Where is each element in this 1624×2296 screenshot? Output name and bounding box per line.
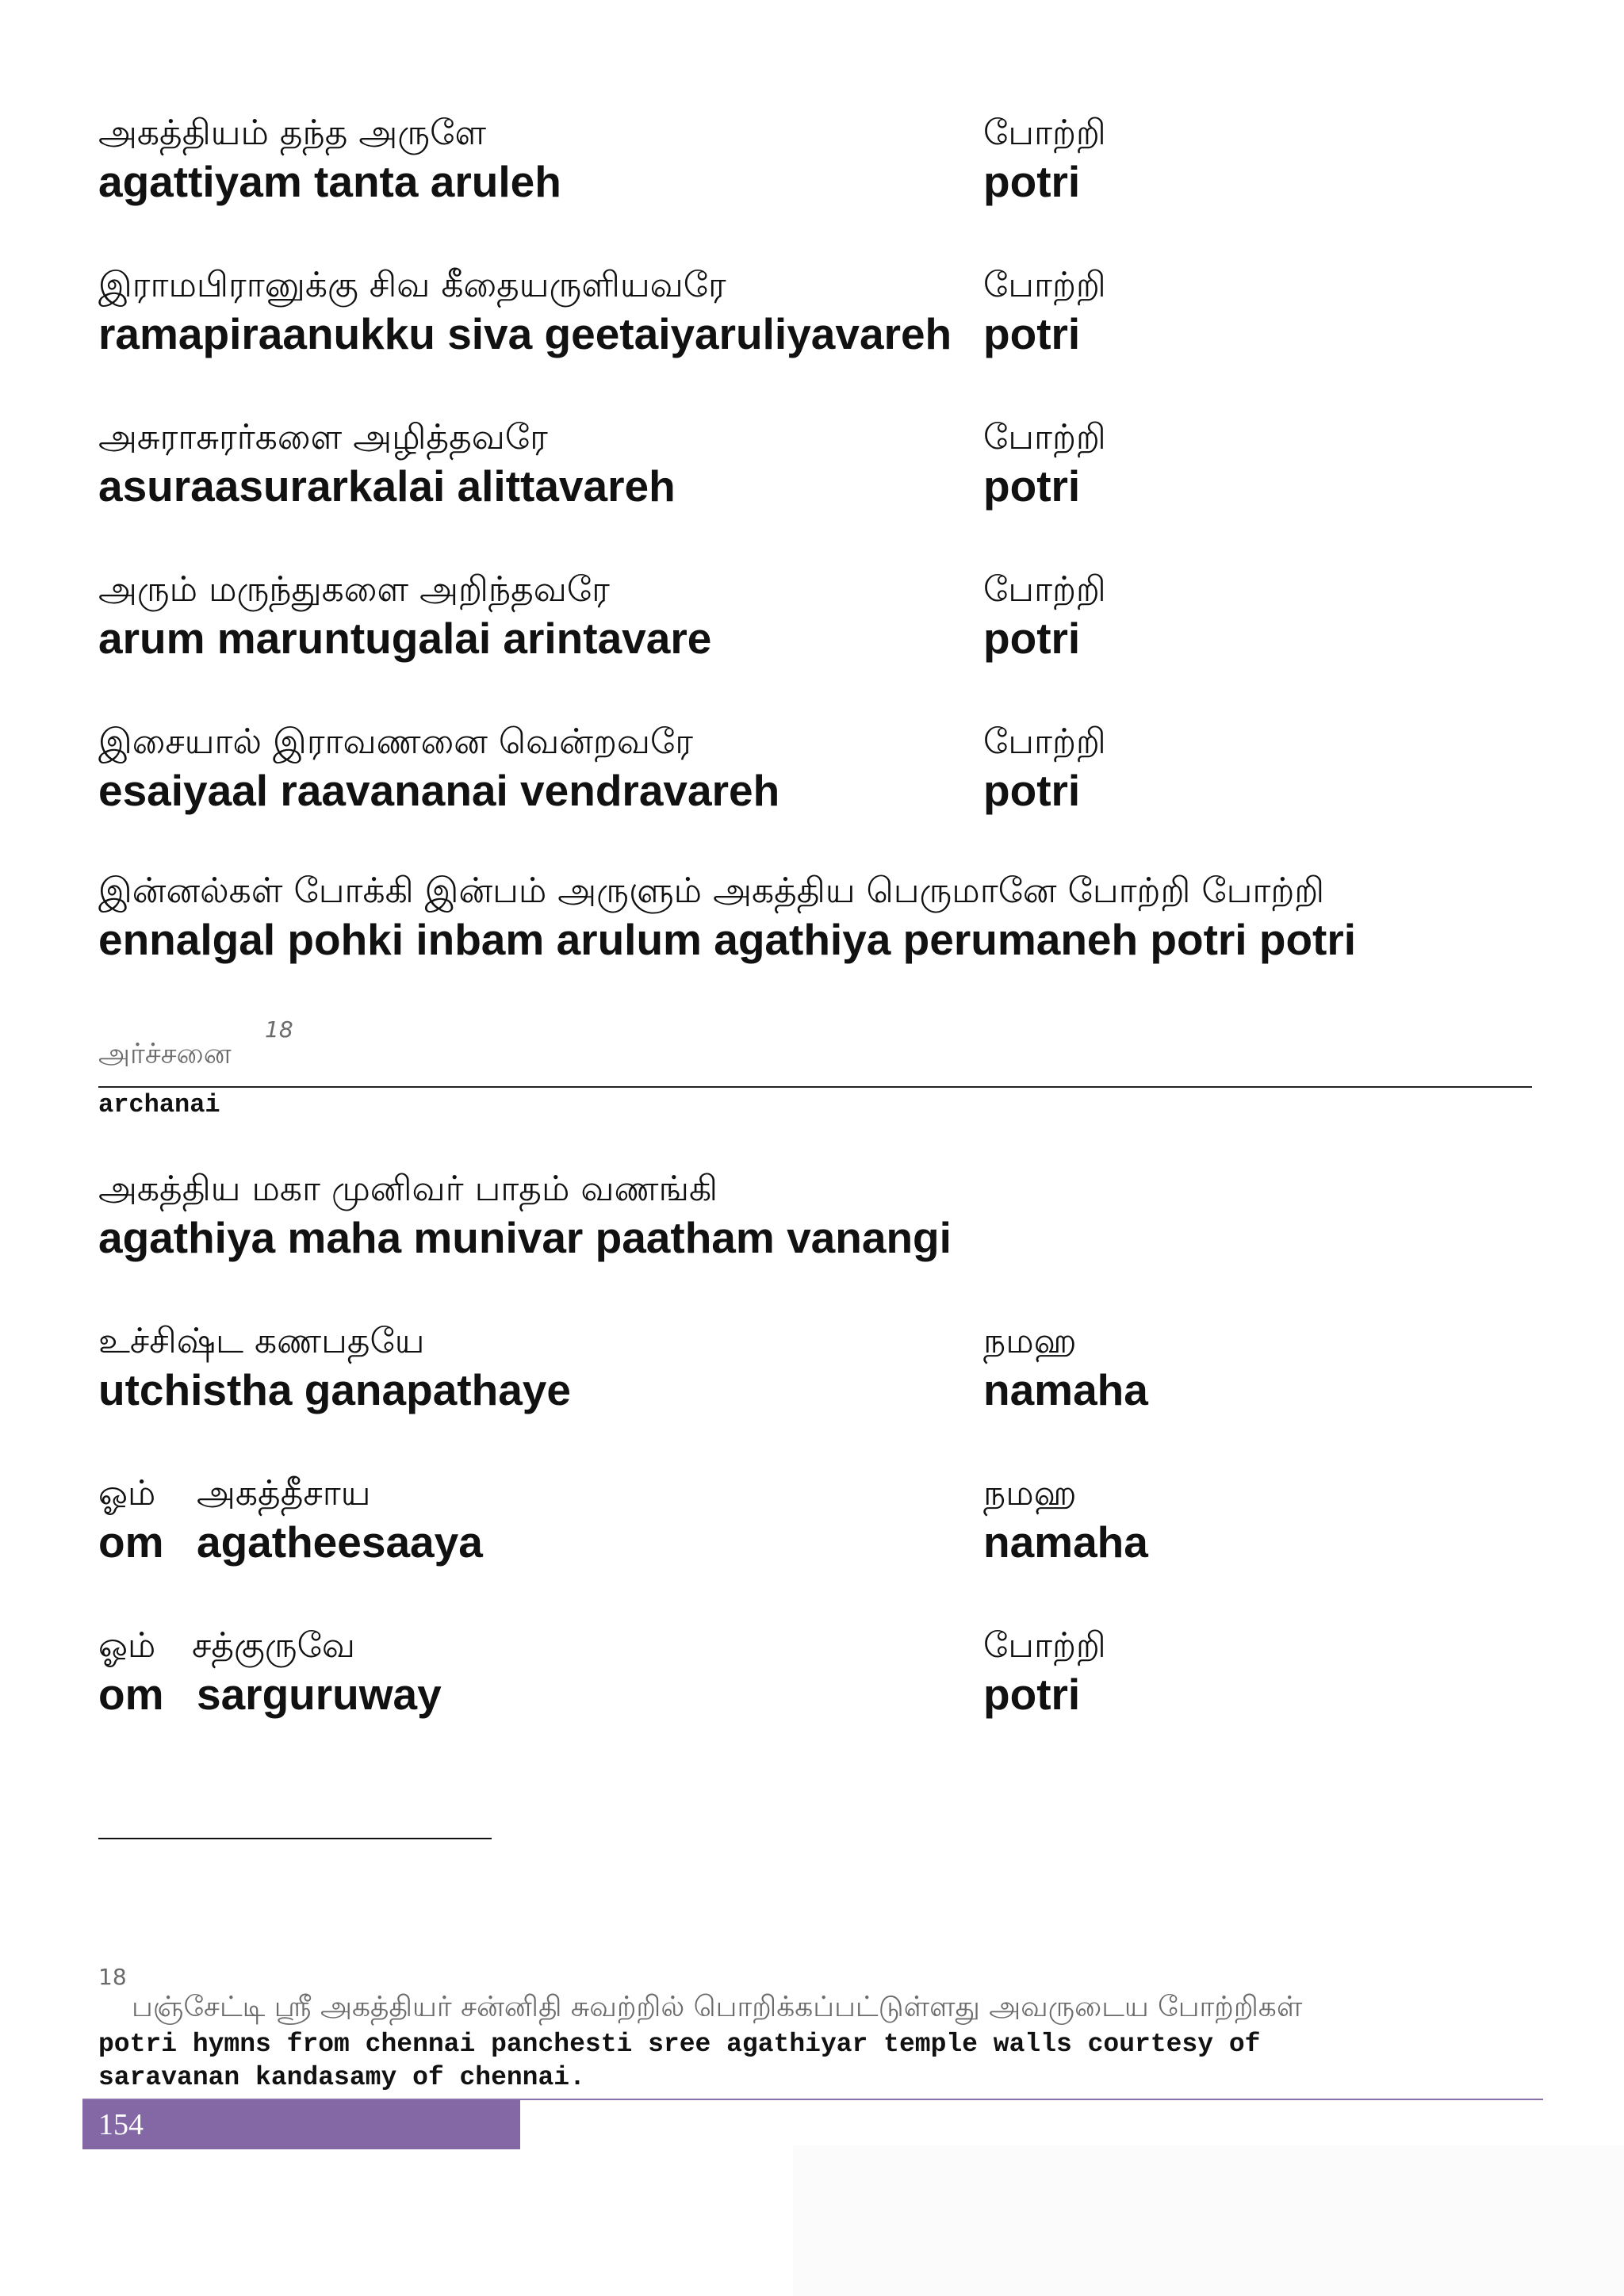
footnote-reference: 18 — [265, 1016, 293, 1043]
archanai-heading-tamil: அர்ச்சனை — [98, 1038, 232, 1070]
closing-tamil: இன்னல்கள் போக்கி இன்பம் அருளும் அகத்திய பெருமானே போற்றி போற்றி — [98, 871, 1325, 911]
archanai-heading-english: archanai — [98, 1090, 220, 1119]
verse-transliteration: agattiyam tanta aruleh — [98, 157, 561, 206]
verse-response-tamil: போற்றி — [983, 113, 1106, 153]
verse-tamil: அகத்தியம் தந்த அருளே — [98, 113, 487, 153]
verse-response-tamil: போற்றி — [983, 721, 1106, 762]
verse-tamil: அசுராசுரர்களை அழித்தவரே — [98, 417, 548, 457]
verse-response-en: namaha — [983, 1517, 1148, 1567]
verse-response-en: potri — [983, 461, 1081, 511]
verse-om: om — [98, 1517, 164, 1567]
verse-transliteration: sarguruway — [197, 1670, 442, 1719]
verse-transliteration: esaiyaal raavananai vendravareh — [98, 766, 780, 815]
verse-response-tamil: போற்றி — [983, 417, 1106, 457]
verse-response-tamil: போற்றி — [983, 265, 1106, 305]
footnote-tamil: பஞ்சேட்டி ஸ்ரீ அகத்தியர் சன்னிதி சுவற்றில் பொறிக்கப்பட்டுள்ளது அவருடைய போற்றிகள் — [132, 1991, 1303, 2023]
verse-tamil: இராமபிரானுக்கு சிவ கீதையருளியவரே — [98, 265, 726, 305]
verse-om-tamil: ஓம் — [98, 1625, 156, 1666]
verse-transliteration: ramapiraanukku siva geetaiyaruliyavareh — [98, 309, 952, 358]
verse-om: om — [98, 1670, 164, 1719]
verse-transliteration: asuraasurarkalai alittavareh — [98, 461, 676, 511]
verse-response-en: potri — [983, 157, 1081, 206]
verse-transliteration: utchistha ganapathaye — [98, 1365, 571, 1414]
intro-tamil: அகத்திய மகா முனிவர் பாதம் வணங்கி — [98, 1169, 718, 1209]
verse-response-en: potri — [983, 766, 1081, 815]
verse-transliteration: agatheesaaya — [197, 1517, 483, 1567]
footnote-english — [98, 2028, 1526, 2095]
heading-divider — [98, 1086, 1532, 1088]
verse-response-en: namaha — [983, 1365, 1148, 1414]
verse-response-en: potri — [983, 614, 1081, 663]
verse-response-tamil: போற்றி — [983, 1625, 1106, 1666]
footnote-english-line-1: potri hymns from chennai panchesti sree agathiyar temple walls courtesy of — [98, 2030, 1261, 2059]
footnote-number: 18 — [98, 1964, 127, 1990]
verse-tamil: உச்சிஷ்ட கணபதயே — [98, 1321, 425, 1361]
verse-om-tamil: ஓம் — [98, 1473, 156, 1513]
verse-tamil: சத்குருவே — [192, 1625, 355, 1666]
closing-transliteration: ennalgal pohki inbam arulum agathiya perumaneh potri potri — [98, 915, 1357, 964]
verse-tamil: அகத்தீசாய — [197, 1473, 371, 1513]
verse-response-tamil: நமஹ — [983, 1321, 1077, 1361]
verse-response-tamil: நமஹ — [983, 1473, 1077, 1513]
verse-response-en: potri — [983, 309, 1081, 358]
page-number: 154 — [98, 2108, 144, 2141]
footnote-divider — [98, 1838, 492, 1839]
verse-tamil: அரும் மருந்துகளை அறிந்தவரே — [98, 569, 610, 610]
page-number-box — [82, 2100, 520, 2149]
page-edge-shade — [793, 2145, 1624, 2296]
verse-response-tamil: போற்றி — [983, 569, 1106, 610]
verse-transliteration: arum maruntugalai arintavare — [98, 614, 712, 663]
intro-transliteration: agathiya maha munivar paatham vanangi — [98, 1213, 952, 1262]
footnote-english-line-2: saravanan kandasamy of chennai. — [98, 2063, 585, 2092]
verse-response-en: potri — [983, 1670, 1081, 1719]
verse-tamil: இசையால் இராவணனை வென்றவரே — [98, 721, 693, 762]
